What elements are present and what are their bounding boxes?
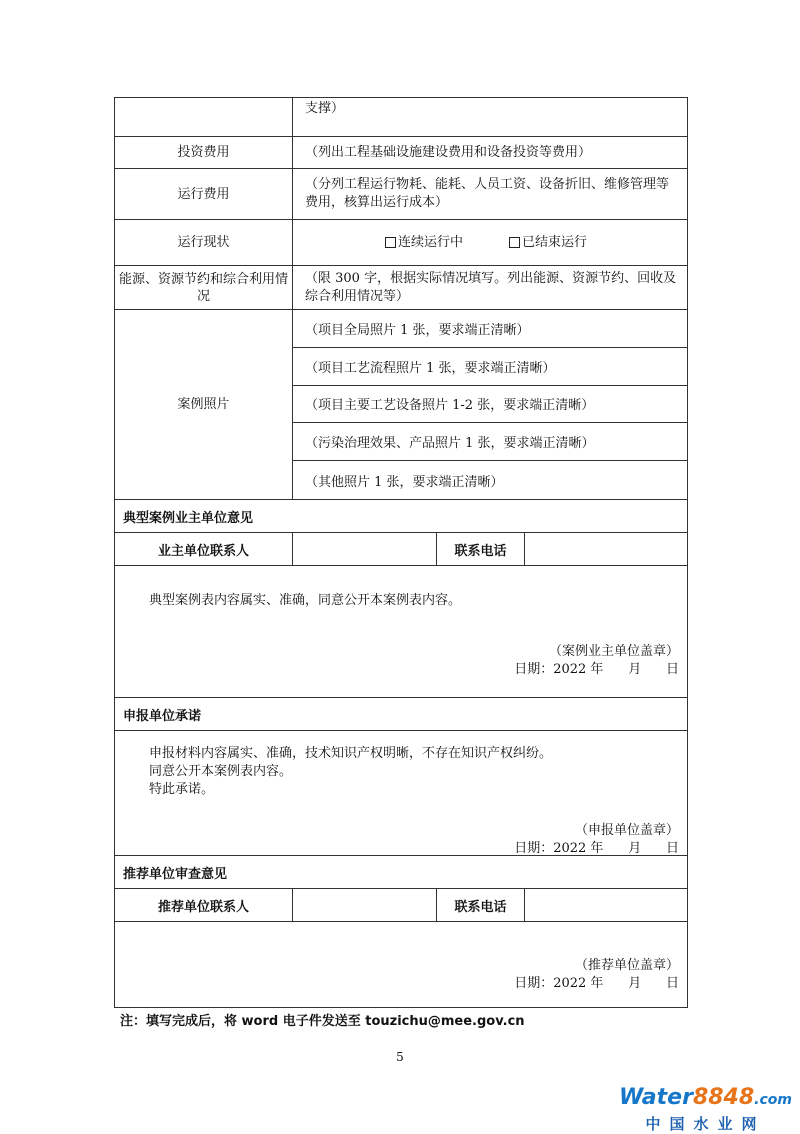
recommender-contact-label: 推荐单位联系人 [115, 889, 293, 921]
owner-section-title: 典型案例业主单位意见 [114, 500, 688, 533]
status-option-continuing[interactable] [385, 234, 463, 252]
status-options [293, 220, 687, 265]
owner-contact-input[interactable] [293, 533, 437, 565]
investment-row [114, 137, 688, 169]
photo-item-other: （其他照片 1 张，要求端正清晰） [305, 474, 504, 490]
status-label: 运行现状 [115, 220, 293, 265]
recommender-contact-input[interactable] [293, 889, 437, 921]
investment-label: 投资费用 [115, 137, 293, 168]
watermark-brand-suffix: .com [754, 1092, 792, 1108]
recommender-contact-row [114, 889, 688, 922]
page-number: 5 [396, 1050, 404, 1064]
support-row [114, 97, 688, 137]
watermark-logo [619, 1086, 792, 1134]
applicant-statement-line: 申报材料内容属实、准确，技术知识产权明晰，不存在知识产权纠纷。 [149, 746, 553, 761]
watermark-brand-word: Water [619, 1085, 693, 1110]
energy-row [114, 266, 688, 310]
support-value: 支撑） [305, 101, 345, 116]
status-option-ended-label: 已结束运行 [522, 234, 588, 250]
status-row [114, 220, 688, 266]
owner-seal: （案例业主单位盖章） [548, 644, 679, 659]
owner-opinion-box [114, 566, 688, 698]
energy-label: 能源、资源节约和综合利用情况 [115, 266, 293, 309]
recommender-date: 日期：2022 年 月 日 [514, 976, 679, 991]
owner-statement: 典型案例表内容属实、准确，同意公开本案例表内容。 [149, 593, 462, 608]
recommender-seal: （推荐单位盖章） [574, 958, 679, 973]
watermark-cn: 中国水业网 [645, 1115, 766, 1133]
photos-list [293, 310, 687, 499]
applicant-statement-line: 特此承诺。 [149, 782, 215, 797]
owner-contact-row [114, 533, 688, 566]
owner-phone-label: 联系电话 [437, 533, 525, 565]
owner-contact-label: 业主单位联系人 [115, 533, 293, 565]
operating-value: （分列工程运行物耗、能耗、人员工资、设备折旧、维修管理等费用，核算出运行成本） [305, 177, 670, 210]
applicant-statement-line: 同意公开本案例表内容。 [149, 764, 293, 779]
investment-value: （列出工程基础设施建设费用和设备投资等费用） [305, 144, 592, 160]
support-label-cell [115, 98, 293, 136]
operating-row [114, 169, 688, 220]
photos-label: 案例照片 [115, 310, 293, 499]
status-option-ended[interactable] [509, 234, 587, 252]
owner-date: 日期：2022 年 月 日 [514, 662, 679, 677]
recommender-phone-label: 联系电话 [437, 889, 525, 921]
applicant-statement [149, 745, 552, 799]
applicant-date: 日期：2022 年 月 日 [514, 841, 679, 856]
photo-item-overall: （项目全局照片 1 张，要求端正清晰） [293, 310, 687, 348]
recommender-section-title: 推荐单位审查意见 [114, 856, 688, 889]
operating-label: 运行费用 [115, 169, 293, 219]
applicant-commitment-box [114, 731, 688, 856]
status-option-continuing-label: 连续运行中 [398, 234, 464, 250]
recommender-phone-input[interactable] [525, 889, 687, 921]
watermark-brand [619, 1086, 792, 1112]
applicant-seal: （申报单位盖章） [574, 823, 679, 838]
watermark-brand-number: 8848 [692, 1085, 755, 1110]
recommender-opinion-box [114, 922, 688, 1008]
checkbox-icon[interactable] [509, 237, 520, 248]
photos-row [114, 310, 688, 500]
photo-item-equipment: （项目主要工艺设备照片 1-2 张，要求端正清晰） [293, 386, 687, 424]
submission-note: 注：填写完成后，将 word 电子件发送至 touzichu@mee.gov.cn [120, 1014, 525, 1029]
case-form-table [114, 97, 688, 1008]
checkbox-icon[interactable] [385, 237, 396, 248]
photo-item-effect: （污染治理效果、产品照片 1 张，要求端正清晰） [293, 423, 687, 461]
energy-value: （限 300 字，根据实际情况填写。列出能源、资源节约、回收及综合利用情况等） [305, 270, 677, 304]
photo-item-process: （项目工艺流程照片 1 张，要求端正清晰） [293, 348, 687, 386]
owner-phone-input[interactable] [525, 533, 687, 565]
applicant-section-title: 申报单位承诺 [114, 698, 688, 731]
